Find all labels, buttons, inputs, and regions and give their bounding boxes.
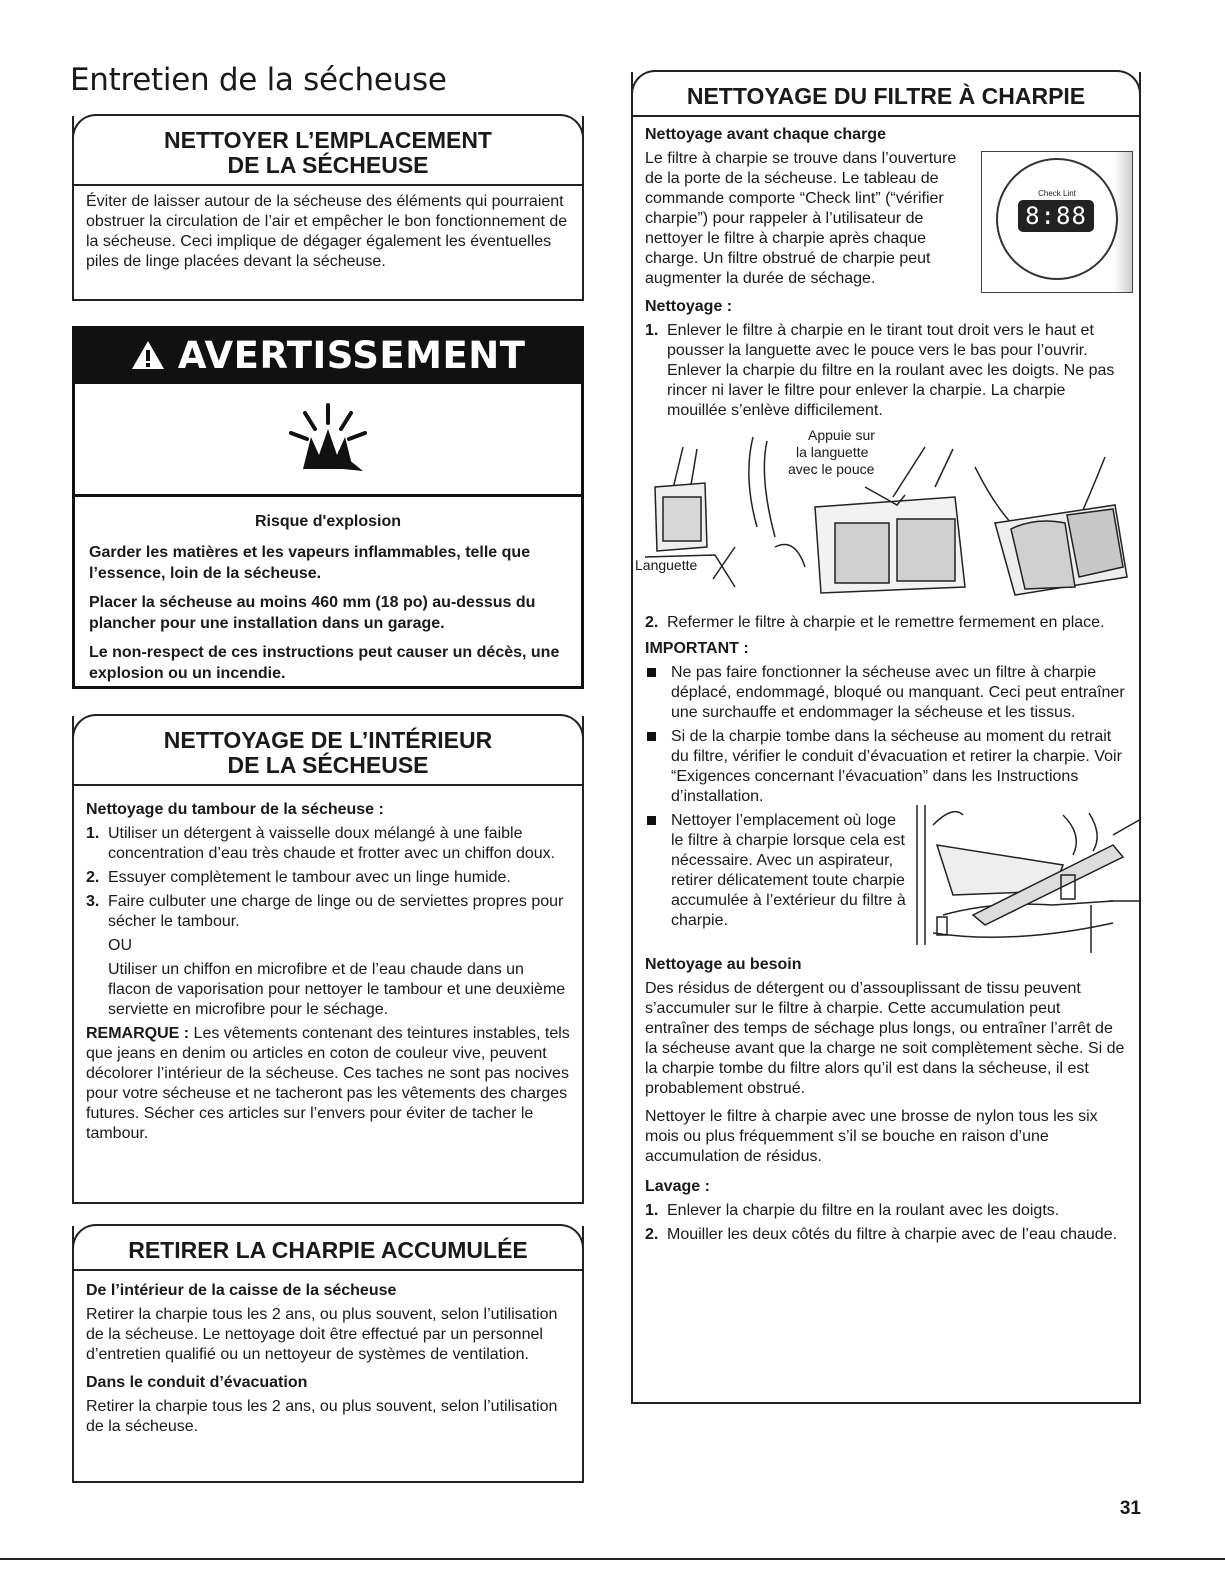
figure-label-push [788,427,875,478]
bullet-icon [647,816,656,825]
paragraph: Retirer la charpie tous les 2 ans, ou plus souvent, selon l’utilisation de la sécheuse. [86,1398,558,1435]
check-lint-label: Check Lint [1038,189,1076,198]
warning-paragraph: Placer la sécheuse au moins 460 mm (18 po) au-dessus du plancher pour une installation dans un garage. [89,594,536,632]
step-number: 1. [645,322,659,339]
lint-display-digits: 8:88 [1018,200,1094,232]
important-label: IMPORTANT : [645,640,749,657]
section-title [74,1226,582,1271]
step-text: Utiliser un détergent à vaisselle doux mélangé à une faible concentration d’eau très chaude et frotter avec un chiffon doux. [108,825,556,862]
subheading: Nettoyage : [645,298,733,315]
note [86,1024,570,1144]
paragraph: Nettoyer le filtre à charpie avec une brosse de nylon tous les six mois ou plus fréquemment s’il se bouche en raison d’une accumulation de résidus. [645,1108,1098,1165]
figure-label-line: la languette [796,444,869,460]
list-item [645,1225,1127,1245]
bullet-text: Ne pas faire fonctionner la sécheuse avec un filtre à charpie déplacé, endommagé, bloqué ou manquant. Ceci peut entraîner une surchauffe et endommager la sécheuse et les tissus. [671,664,1125,721]
figure-label-line: Appuie sur [808,427,875,443]
step-alt-text: Utiliser un chiffon en microfibre et de l’eau chaude dans un flacon de vaporisation pour nettoyer le tambour et une deuxième serviette en microfibre pour le séchage. [108,961,566,1018]
step-text: Mouiller les deux côtés du filtre à charpie avec de l’eau chaude. [667,1226,1118,1243]
filter-illustration [635,427,1135,607]
subheading: Dans le conduit d’évacuation [86,1374,308,1391]
subheading: Lavage : [645,1178,710,1195]
vacuum-illustration [913,805,1145,955]
subheading: De l’intérieur de la caisse de la sécheuse [86,1282,397,1299]
step-number: 2. [645,614,659,631]
warning-paragraph: Garder les matières et les vapeurs inflammables, telle que l’essence, loin de la sécheuse. [89,544,531,582]
section-lint-filter [631,72,1141,1404]
bullet-text: Nettoyer l’emplacement où loge le filtre à charpie lorsque cela est nécessaire. Avec un aspirateur, retirer délicatement toute charpie accumulée à l’extérieur du filtre à charpie. [671,812,906,929]
warning-label: AVERTISSEMENT [177,334,526,377]
step-number: 2. [645,1226,659,1243]
paragraph: Éviter de laisser autour de la sécheuse des éléments qui pourraient obstruer la circulation de l’air et empêcher le bon fonctionnement de la sécheuse. Ceci implique de dégager également les éventuelles piles de linge placées devant la sécheuse. [86,193,568,270]
page-title: Entretien de la sécheuse [70,62,447,98]
step-text: Refermer le filtre à charpie et le remettre fermement en place. [667,614,1105,631]
paragraph: Le filtre à charpie se trouve dans l’ouverture de la porte de la sécheuse. Le tableau de commande comporte “Check lint” (“vérifier charpie”) pour rappeler à l’utilisateur de nettoyer le filtre à charpie après chaque charge. Un filtre obstrué de charpie peut augmenter la durée de séchage. [645,150,957,287]
subheading: Nettoyage au besoin [645,956,802,973]
steps-list [86,824,570,1020]
important-list [645,663,1127,951]
list-item [86,868,570,888]
filter-removal-figure [635,427,1127,607]
steps-list [645,321,1127,421]
step-number: 1. [86,825,100,842]
step-text: Enlever le filtre à charpie en le tirant tout droit vers le haut et pousser la languette avec le pouce vers le bas pour l’ouvrir. Enlever la charpie du filtre en la roulant avec les doigts. Ne pas rincer ni laver le filtre pour enlever la charpie. La charpie mouillée s’enlève difficilement. [667,322,1115,419]
section-clean-location [72,116,584,301]
section-body [74,186,582,284]
section-title-line: DE LA SÉCHEUSE [227,752,429,778]
page-number: 31 [1119,1498,1141,1519]
vacuum-figure [913,805,1145,955]
paragraph: Des résidus de détergent ou d’assouplissant de tissu peuvent s’accumuler sur le filtre à charpie. Cette accumulation peut entraîner des temps de séchage plus longs, ou entraîner l’arrêt de la sécheuse avant que la charge ne soit complètement sèche. Si de la charpie tombe du filtre alors qu’il est dans la sécheuse, il est probablement obstrué. [645,980,1125,1097]
section-title-line: NETTOYER L’EMPLACEMENT [164,127,492,153]
step-text: Enlever la charpie du filtre en la roulant avec les doigts. [667,1202,1060,1219]
section-remove-lint [72,1226,584,1483]
step-text: Essuyer complètement le tambour avec un linge humide. [108,869,511,886]
bottom-rule [0,1558,1225,1560]
warning-paragraph: Le non-respect de ces instructions peut causer un décès, une explosion ou un incendie. [89,644,560,682]
or-label: OU [108,937,132,954]
paragraph: Retirer la charpie tous les 2 ans, ou plus souvent, selon l’utilisation de la sécheuse. Le nettoyage doit être effectué par un personnel d’entretien qualifié ou un nettoyeur de systèmes de ventilation. [86,1306,558,1363]
step-number: 2. [86,869,100,886]
list-item [645,811,1127,951]
figure-label-tab: Languette [635,557,698,573]
section-body [74,1271,582,1449]
step-text: Faire culbuter une charge de linge ou de serviettes propres pour sécher le tambour. [108,893,564,930]
section-title-line: RETIRER LA CHARPIE ACCUMULÉE [128,1237,528,1263]
section-title-line: NETTOYAGE DU FILTRE À CHARPIE [686,83,1086,109]
section-body [633,117,1139,1257]
section-title-line: NETTOYAGE DE L’INTÉRIEUR [163,727,493,753]
display-dial [996,158,1118,280]
section-body [74,786,582,1156]
section-title [633,72,1139,117]
risk-title: Risque d'explosion [254,513,402,530]
note-text: Les vêtements contenant des teintures instables, tels que jeans en denim ou articles en coton de couleur vive, peuvent décolorer l’intérieur de la sécheuse. Ces taches ne sont pas nocives pour votre sécheuse et ne tacheront pas les vêtements des charges futures. Sécher ces articles sur l’envers pour éviter de tacher le tambour. [86,1025,570,1142]
check-lint-display-figure [981,151,1133,293]
warning-triangle-icon [131,334,178,377]
warning-header [75,329,581,384]
step-number: 1. [645,1202,659,1219]
warning-text [75,497,581,702]
list-item [86,824,570,864]
step-number: 3. [86,893,100,910]
list-item [645,1201,1127,1221]
subheading: Nettoyage avant chaque charge [645,126,886,143]
list-item [86,892,570,1020]
section-title [74,716,582,786]
bullet-icon [647,668,656,677]
warning-box [72,326,584,689]
figure-label-line: avec le pouce [788,461,875,477]
subheading: Nettoyage du tambour de la sécheuse : [86,801,384,818]
bullet-text: Si de la charpie tombe dans la sécheuse au moment du retrait du filtre, vérifier le conduit d’évacuation et retirer la charpie. Voir “Exigences concernant l’évacuation” dans les Instructions d’installation. [671,728,1122,805]
steps-list [645,613,1127,633]
bullet-icon [647,732,656,741]
wash-list [645,1201,1127,1245]
list-item [645,321,1127,421]
section-clean-interior [72,716,584,1204]
section-title-line: DE LA SÉCHEUSE [227,152,429,178]
list-item [645,663,1127,723]
list-item [645,613,1127,633]
list-item [645,727,1127,807]
note-label: REMARQUE : [86,1025,190,1042]
explosion-icon [75,384,581,497]
section-title [74,116,582,186]
